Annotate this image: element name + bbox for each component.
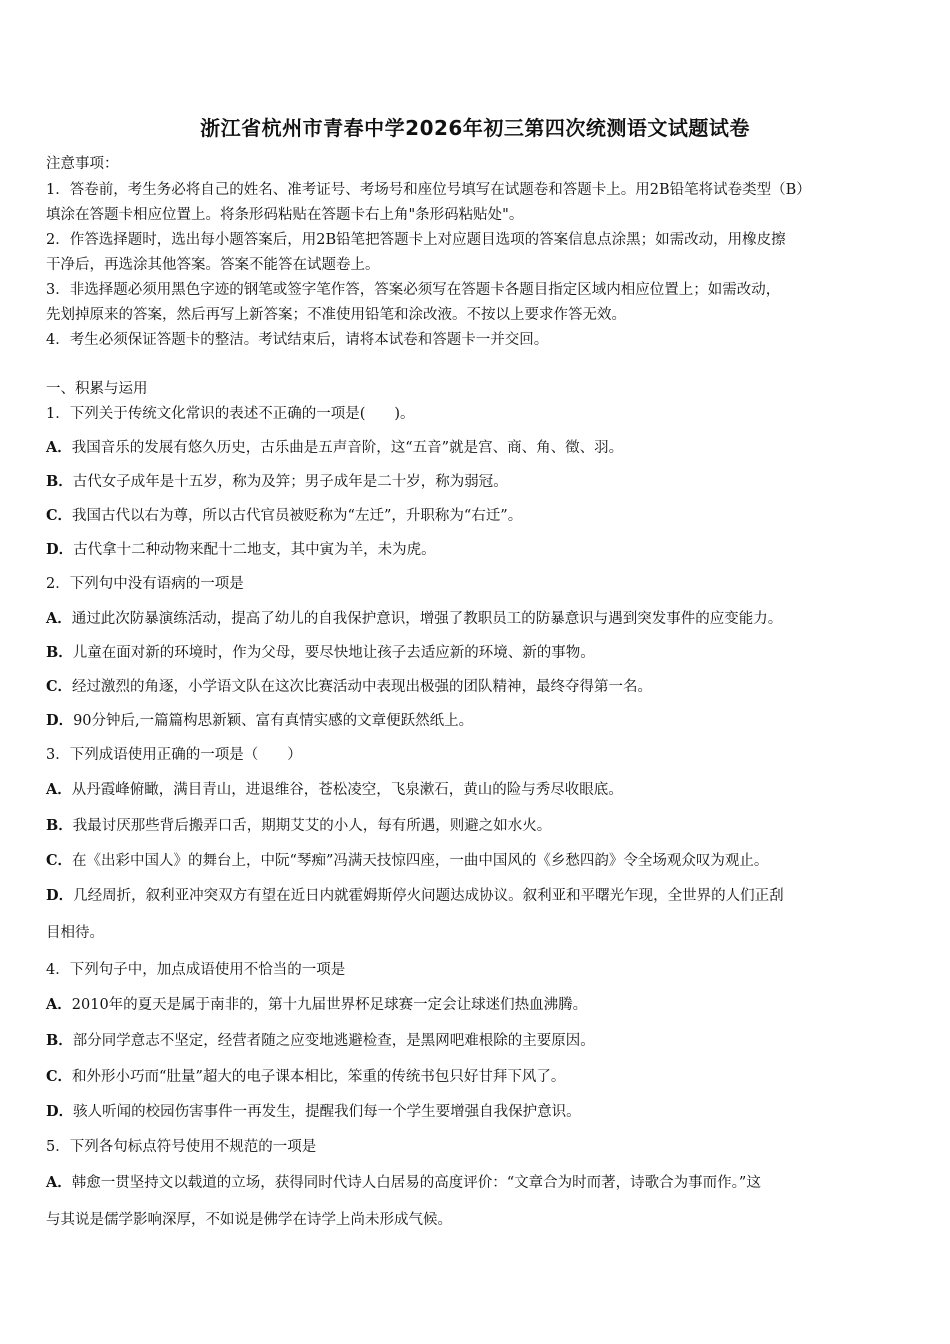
question-stem: 3．下列成语使用正确的一项是（ ） <box>46 747 302 763</box>
option-letter: D． <box>46 1103 74 1120</box>
option-text: 古代拿十二种动物来配十二地支，其中寅为羊，未为虎。 <box>73 542 436 558</box>
option-letter: D． <box>46 887 74 904</box>
option-d-continued: 目相待。 <box>46 925 104 941</box>
option-letter: A． <box>46 439 72 456</box>
option-a-continued: 与其说是儒学影响深厚，不如说是佛学在诗学上尚未形成气候。 <box>46 1212 452 1228</box>
option-c <box>46 849 908 870</box>
page-title: 浙江省杭州市青春中学2026年初三第四次统测语文试题试卷 <box>200 116 750 140</box>
option-c <box>46 675 908 696</box>
notice-line: 1．答卷前，考生务必将自己的姓名、准考证号、考场号和座位号填写在试题卷和答题卡上。用2B铅笔将试卷类型（B） <box>46 182 811 198</box>
option-letter: D． <box>46 541 74 558</box>
option-b <box>46 814 908 835</box>
option-d <box>46 709 908 730</box>
notice-line: 先划掉原来的答案，然后再写上新答案；不准使用铅笔和涂改液。不按以上要求作答无效。 <box>46 307 626 323</box>
option-c <box>46 1065 908 1086</box>
option-b <box>46 1029 908 1050</box>
option-a <box>46 778 908 799</box>
option-letter: C． <box>46 678 73 695</box>
option-letter: A． <box>46 1174 72 1191</box>
option-a <box>46 993 908 1014</box>
option-text: 我国古代以右为尊，所以古代官员被贬称为“左迁”，升职称为“右迁”。 <box>72 508 523 524</box>
option-text: 在《出彩中国人》的舞台上，中阮“琴痴”冯满天技惊四座，一曲中国风的《乡愁四韵》令全场观众叹为观止。 <box>72 853 769 869</box>
option-text: 经过激烈的角逐，小学语文队在这次比赛活动中表现出极强的团队精神，最终夺得第一名。 <box>72 679 653 695</box>
option-text: 古代女子成年是十五岁，称为及笄；男子成年是二十岁，称为弱冠。 <box>72 474 508 490</box>
option-letter: C． <box>46 852 73 869</box>
option-text: 我国音乐的发展有悠久历史，古乐曲是五声音阶，这“五音”就是宫、商、角、徵、羽。 <box>71 440 624 456</box>
option-text: 几经周折，叙利亚冲突双方有望在近日内就霍姆斯停火问题达成协议。叙利亚和平曙光乍现，全世界的人们正刮 <box>73 888 784 904</box>
question-stem: 1．下列关于传统文化常识的表述不正确的一项是( )。 <box>46 406 415 422</box>
notice-line: 填涂在答题卡相应位置上。将条形码粘贴在答题卡右上角"条形码粘贴处"。 <box>46 207 524 223</box>
option-letter: C． <box>46 507 73 524</box>
option-letter: B． <box>46 473 73 490</box>
option-b <box>46 641 908 662</box>
option-a <box>46 1171 908 1192</box>
option-text: 从丹霞峰俯瞰，满目青山，进退维谷，苍松凌空，飞泉漱石，黄山的险与秀尽收眼底。 <box>71 782 623 798</box>
option-d <box>46 884 908 905</box>
option-letter: D． <box>46 712 74 729</box>
question-stem: 5．下列各句标点符号使用不规范的一项是 <box>46 1139 317 1155</box>
option-text: 2010年的夏天是属于南非的，第十九届世界杯足球赛一定会让球迷们热血沸腾。 <box>71 997 588 1013</box>
question-stem: 2．下列句中没有语病的一项是 <box>46 576 244 592</box>
option-text: 和外形小巧而“肚量”超大的电子课本相比，笨重的传统书包只好甘拜下风了。 <box>72 1069 566 1085</box>
option-letter: B． <box>46 1032 73 1049</box>
option-a <box>46 607 908 628</box>
option-text: 骇人听闻的校园伤害事件一再发生，提醒我们每一个学生要增强自我保护意识。 <box>73 1104 581 1120</box>
question-stem: 4．下列句子中，加点成语使用不恰当的一项是 <box>46 962 346 978</box>
option-text: 儿童在面对新的环境时，作为父母，要尽快地让孩子去适应新的环境、新的事物。 <box>72 645 595 661</box>
option-letter: A． <box>46 610 72 627</box>
option-letter: B． <box>46 644 73 661</box>
notice-line: 4．考生必须保证答题卡的整洁。考试结束后，请将本试卷和答题卡一并交回。 <box>46 332 549 348</box>
option-letter: C． <box>46 1068 73 1085</box>
option-a <box>46 436 908 457</box>
notice-heading: 注意事项： <box>46 156 119 172</box>
option-text: 韩愈一贯坚持文以载道的立场，获得同时代诗人白居易的高度评价：“文章合为时而著，诗歌合为事而作。”这 <box>71 1175 761 1191</box>
option-letter: A． <box>46 996 72 1013</box>
option-d <box>46 538 908 559</box>
option-letter: B． <box>46 817 73 834</box>
option-b <box>46 470 908 491</box>
notice-line: 干净后，再选涂其他答案。答案不能答在试题卷上。 <box>46 257 380 273</box>
option-d <box>46 1100 908 1121</box>
section-heading: 一、积累与运用 <box>46 381 148 397</box>
notice-line: 2．作答选择题时，选出每小题答案后，用2B铅笔把答题卡上对应题目选项的答案信息点涂黑；如需改动，用橡皮擦 <box>46 232 786 248</box>
notice-line: 3．非选择题必须用黑色字迹的钢笔或签字笔作答，答案必须写在答题卡各题目指定区域内相应位置上；如需改动， <box>46 282 781 298</box>
option-text: 90分钟后,一篇篇构思新颖、富有真情实感的文章便跃然纸上。 <box>73 713 474 729</box>
option-letter: A． <box>46 781 72 798</box>
option-text: 我最讨厌那些背后搬弄口舌，期期艾艾的小人，每有所遇，则避之如水火。 <box>72 818 552 834</box>
option-text: 通过此次防暴演练活动，提高了幼儿的自我保护意识，增强了教职员工的防暴意识与遇到突发事件的应变能力。 <box>71 611 783 627</box>
option-text: 部分同学意志不坚定，经营者随之应变地逃避检查，是黑网吧难根除的主要原因。 <box>72 1033 595 1049</box>
option-c <box>46 504 908 525</box>
